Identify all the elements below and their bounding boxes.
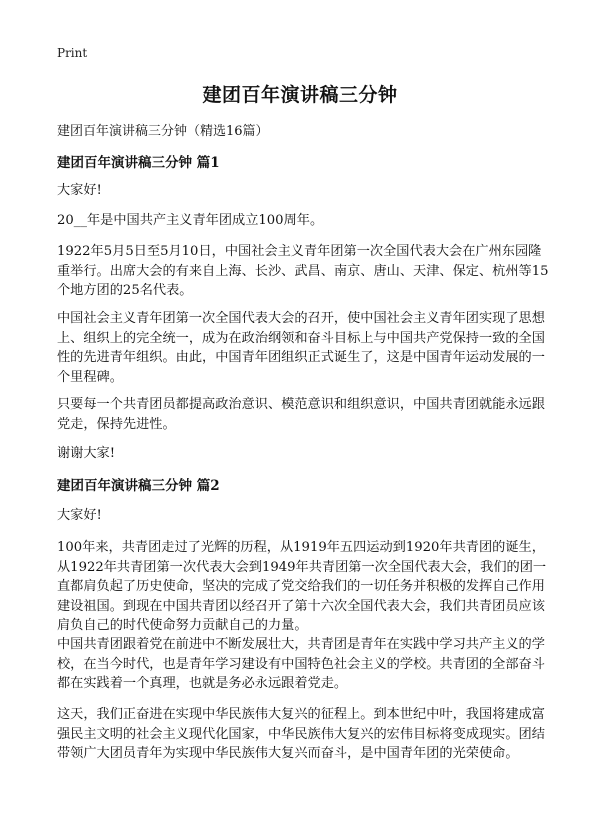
print-label[interactable]: Print [57, 46, 88, 60]
s1-paragraph-4: 只要每一个共青团员都提高政治意识、模范意识和组织意识，中国共青团就能永远跟党走，保持先进性。 [57, 397, 545, 432]
s1-greeting: 大家好! [57, 183, 102, 198]
s2-paragraph-2: 中国共青团跟着党在前进中不断发展壮大，共青团是青年在实践中学习共产主义的学校，在当今时代，也是青年学习建设有中国特色社会主义的学校。共青团的全部奋斗都在实践着一个真理，也就是务必永远跟着党走。 [57, 637, 545, 691]
s1-thanks: 谢谢大家! [57, 446, 116, 461]
s2-paragraph-1: 100年来，共青团走过了光辉的历程，从1919年五四运动到1920年共青团的诞生，从1922年共青团第一次代表大会到1949年共青团第一次全国代表大会，我们的团一直都肩负起了历史使命，坚决的完成了党交给我们的一切任务并积极的发挥自己作用建设祖国。到现在中国共青团以经召开了第十六次全国代表大会，我们共青团员应该肩负自己的时代使命努力贡献自己的力量。 [57, 540, 547, 633]
document-subtitle: 建团百年演讲稿三分钟（精选16篇） [57, 124, 269, 139]
s1-paragraph-2: 1922年5月5日至5月10日，中国社会主义青年团第一次全国代表大会在广州东园隆重举行。出席大会的有来自上海、长沙、武昌、南京、唐山、天津、保定、杭州等15个地方团的25名代表。 [57, 244, 549, 298]
s1-paragraph-1: 20__年是中国共产主义青年团成立100周年。 [57, 213, 324, 228]
page-title: 建团百年演讲稿三分钟 [202, 84, 398, 106]
section-2-heading: 建团百年演讲稿三分钟 篇2 [57, 478, 220, 494]
section-1-heading: 建团百年演讲稿三分钟 篇1 [57, 155, 220, 171]
s1-paragraph-3: 中国社会主义青年团第一次全国代表大会的召开，使中国社会主义青年团实现了思想上、组织上的完全统一，成为在政治纲领和奋斗目标上与中国共产党保持一致的全国性的先进青年组织。由此，中国青年团组织正式诞生了，这是中国青年运动发展的一个里程碑。 [57, 311, 545, 385]
s2-paragraph-3: 这天，我们正奋进在实现中华民族伟大复兴的征程上。到本世纪中叶，我国将建成富强民主文明的社会主义现代化国家，中华民族伟大复兴的宏伟目标将变成现实。团结带领广大团员青年为实现中华民族伟大复兴而奋斗，是中国青年团的光荣使命。 [57, 707, 545, 761]
s2-greeting: 大家好! [57, 508, 102, 523]
